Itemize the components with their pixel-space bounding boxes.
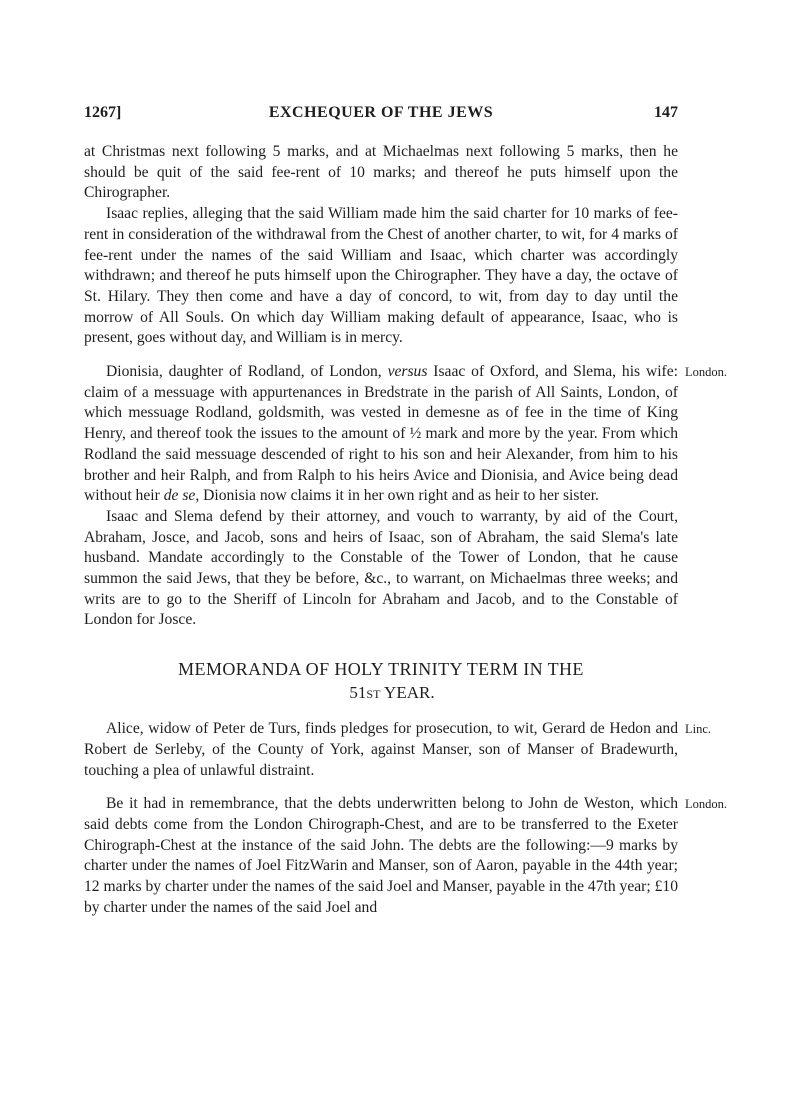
page-header xyxy=(84,104,678,126)
paragraph-continuation: at Christmas next following 5 marks, and at Michaelmas next following 5 marks, then he should be quit of the said fee-rent of 10 marks; and thereof he puts himself upon the Chirographer. xyxy=(84,143,678,202)
paragraph-dionisia-claim: Dionisia, daughter of Rodland, of London, versus Isaac of Oxford, and Slema, his wife: claim of a messuage with appurtenances in Bredstrate in the parish of All Saints, London, of which messuage Rodland, goldsmith, was vested in demesne as of fee in the time of King Henry, and thereof took the issues to the amount of ½ mark and more by the year. From which Rodland the said messuage descended of right to his son and heir Alexander, from him to his brother and heir Ralph, and from Ralph to his heirs Avice and Dionisia, and Avice being dead without heir de se, Dionisia now claims it in her own right and as heir to her sister. xyxy=(84,363,678,505)
section-subheading: 51ST YEAR. xyxy=(349,683,435,703)
running-title: EXCHEQUER OF THE JEWS xyxy=(268,104,494,121)
margin-note-london-2: London. xyxy=(685,797,728,812)
page-body xyxy=(84,142,728,919)
paragraph-john-weston-debts: Be it had in remembrance, that the debts underwritten belong to John de Weston, which said debts come from the London Chirograph-Chest, and are to be transferred to the Exeter Chirograph-Chest at the instance of the said John. The debts are the following:—9 marks by charter under the names of Joel FitzWarin and Manser, son of Aaron, payable in the 44th year; 12 marks by charter under the names of the said Joel and Manser, payable in the 47th year; £10 by charter under the names of the said Joel and xyxy=(84,795,678,916)
page-number: 147 xyxy=(654,104,678,121)
margin-note-linc: Linc. xyxy=(685,722,712,737)
margin-note-london: London. xyxy=(685,365,728,380)
paragraph-isaac-slema-defence: Isaac and Slema defend by their attorney, and vouch to warranty, by aid of the Court, Abraham, Josce, and Jacob, sons and heirs of Isaac, son of Abraham, the said Slema's late husband. Mandate accordingly to the Constable of the Tower of London, that he cause summon the said Jews, that they be before, &c., to warrant, on Michaelmas three weeks; and writs are to go to the Sheriff of Lincoln for Abraham and Jacob, and to the Constable of London for Josce. xyxy=(84,507,678,629)
section-heading: MEMORANDA OF HOLY TRINITY TERM IN THE xyxy=(178,659,584,680)
paragraph-alice-pledges: Alice, widow of Peter de Turs, finds pledges for prosecution, to wit, Gerard de Hedon and Robert de Serleby, of the County of York, against Manser, son of Manser of Bradewurth, touching a plea of unlawful distraint. xyxy=(84,720,678,779)
page-reference: 1267] xyxy=(84,104,122,121)
paragraph-isaac-reply: Isaac replies, alleging that the said William made him the said charter for 10 marks of fee-rent in consideration of the withdrawal from the Chest of another charter, to wit, for 4 marks of fee-rent under the names of the said William and Isaac, which charter was accordingly withdrawn; and thereof he puts himself upon the Chirographer. They have a day, the octave of St. Hilary. They then come and have a day of concord, to wit, from day to day until the morrow of All Souls. On which day William making default of appearance, Isaac, who is present, goes without day, and William is in mercy. xyxy=(84,205,678,347)
